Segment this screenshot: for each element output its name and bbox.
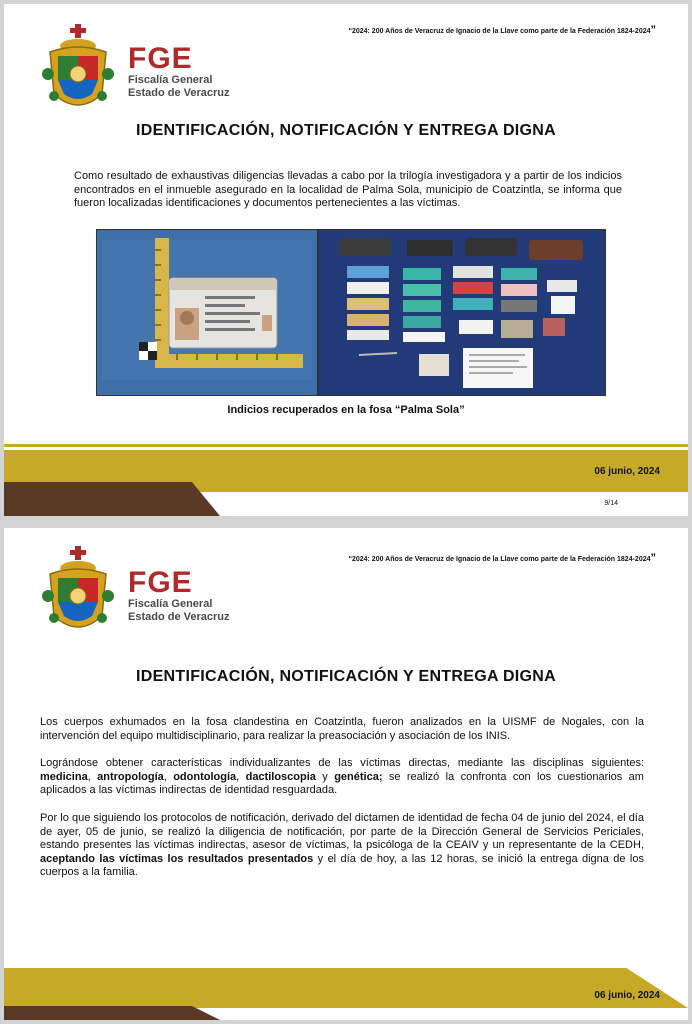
paragraph-exhumation: Los cuerpos exhumados en la fosa clandestina en Coatzintla, fueron analizados en la UISMF de Nogales, con la intervención del equipo multidisciplinario, para realizar la preasociación y asociación de los INIS. [40, 716, 644, 742]
discipline-genetica: genética; [334, 770, 383, 783]
highlight-accepted-results: aceptando las víctimas los resultados presentados [40, 852, 314, 865]
brand-name: FGE [128, 42, 193, 75]
footer-rule [4, 444, 688, 447]
footer-band-gold [4, 968, 688, 1008]
intro-paragraph: Como resultado de exhaustivas diligencias llevadas a cabo por la trilogía investigadora y a partir de los indicios encontrados en el inmueble asegurado en la localidad de Palma Sola, municipio de Coatzintla, se informa que fueron localizadas identificaciones y documentos pertenecientes a las víctimas. [74, 170, 622, 210]
document-page-2 [4, 528, 688, 1020]
evidence-photo-documents [318, 229, 606, 396]
discipline-dactiloscopia: dactiloscopia [245, 770, 316, 783]
footer-band-brown [4, 1006, 220, 1020]
footer-band-brown [4, 482, 220, 516]
header-motto: “2024: 200 Años de Veracruz de Ignacio de la Llave como parte de la Federación 1824-2024” [348, 24, 656, 36]
photo-caption: Indicios recuperados en la fosa “Palma Sola” [227, 404, 465, 416]
brand-block [128, 568, 230, 624]
paragraph-disciplines: Lográndose obtener características individualizantes de las víctimas directas, mediante las disciplinas siguientes: medicina, antropología, odontología, dactiloscopia y genética; se realizó la confronta con los cuestionarios am aplicados a las víctimas indirectas de identidad resguardada. [40, 757, 644, 797]
veracruz-coat-of-arms-logo [40, 546, 116, 636]
evidence-photo-id-card [96, 229, 318, 396]
header-motto: “2024: 200 Años de Veracruz de Ignacio de la Llave como parte de la Federación 1824-2024” [348, 552, 656, 564]
brand-line-1: Fiscalía General [128, 74, 213, 86]
brand-name: FGE [128, 566, 193, 599]
paragraph-notification: Por lo que siguiendo los protocolos de notificación, derivado del dictamen de identidad de fecha 04 de junio del 2024, el día de ayer, 05 de junio, se realizó la diligencia de notificación, por parte de la Dirección General de Servicios Periciales, estando presentes las víctimas indirectas, asesor de víctimas, la psicóloga de la CEAIV y un representante de la CEDH, aceptando las víctimas los resultados presentados y el día de hoy, a las 12 horas, se inició la entrega digna de los cuerpos a la familia. [40, 812, 644, 879]
footer-date: 06 junio, 2024 [594, 990, 660, 1001]
page-title: IDENTIFICACIÓN, NOTIFICACIÓN Y ENTREGA DIGNA [135, 122, 557, 139]
brand-line-1: Fiscalía General [128, 598, 213, 610]
veracruz-coat-of-arms-logo [40, 24, 116, 114]
brand-block [128, 44, 230, 100]
footer-date: 06 junio, 2024 [594, 466, 660, 477]
discipline-odontologia: odontología [173, 770, 237, 783]
discipline-medicina: medicina [40, 770, 88, 783]
page-number: 9/14 [604, 500, 618, 507]
page-title: IDENTIFICACIÓN, NOTIFICACIÓN Y ENTREGA DIGNA [135, 668, 557, 685]
brand-line-2: Estado de Veracruz [128, 611, 230, 623]
document-page-1 [4, 4, 688, 516]
brand-line-2: Estado de Veracruz [128, 87, 230, 99]
discipline-antropologia: antropología [97, 770, 164, 783]
